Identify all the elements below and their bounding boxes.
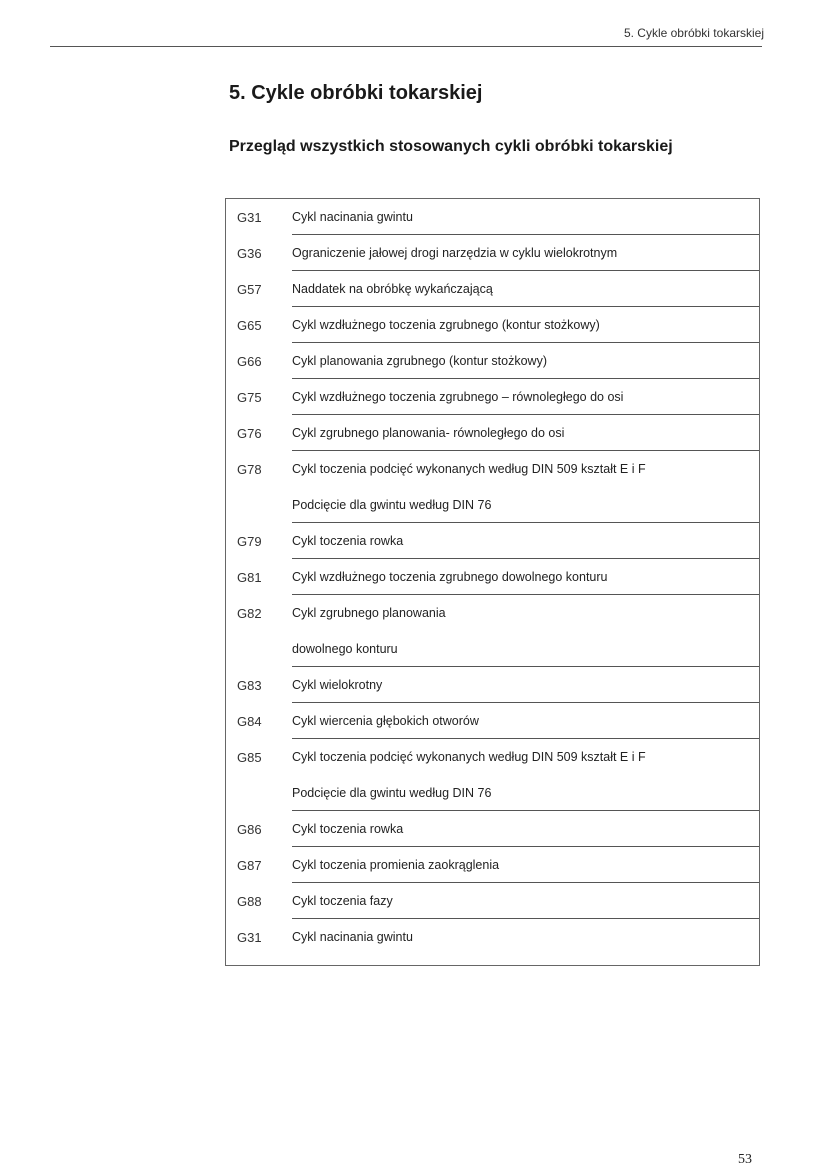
table-row <box>226 595 759 631</box>
cycle-description: Cykl zgrubnego planowania- równoległego do osi <box>292 426 565 440</box>
running-header: 5. Cykle obróbki tokarskiej <box>623 26 764 40</box>
cycle-description: Cykl wzdłużnego toczenia zgrubnego dowolnego konturu <box>292 570 608 584</box>
cycle-code: G86 <box>237 821 262 837</box>
cycle-description: Cykl planowania zgrubnego (kontur stożkowy) <box>292 354 547 368</box>
table-row <box>226 739 759 775</box>
cycle-code: G87 <box>237 857 262 873</box>
cycle-code: G57 <box>237 281 262 297</box>
cycle-code: G85 <box>237 749 262 765</box>
cycle-description: Cykl zgrubnego planowania <box>292 606 446 620</box>
cycle-code: G66 <box>237 353 262 369</box>
page-number: 53 <box>738 1152 752 1167</box>
cycle-description: Cykl wiercenia głębokich otworów <box>292 714 479 728</box>
cycle-description: Cykl wielokrotny <box>292 678 383 692</box>
table-row <box>226 667 759 703</box>
table-row-continuation <box>226 631 759 667</box>
table-row-continuation <box>226 775 759 811</box>
cycle-description: dowolnego konturu <box>292 642 398 656</box>
cycle-description: Cykl toczenia rowka <box>292 534 404 548</box>
cycle-code: G81 <box>237 569 262 585</box>
table-row <box>226 415 759 451</box>
cycle-code: G78 <box>237 461 262 477</box>
cycle-code: G83 <box>237 677 262 693</box>
cycle-description: Cykl toczenia promienia zaokrąglenia <box>292 858 500 872</box>
table-row <box>226 451 759 487</box>
cycle-code: G65 <box>237 317 262 333</box>
cycle-description: Cykl toczenia fazy <box>292 894 393 908</box>
cycle-description: Podcięcie dla gwintu według DIN 76 <box>292 498 492 512</box>
cycle-code: G31 <box>237 929 262 945</box>
section-title: Przegląd wszystkich stosowanych cykli obróbki tokarskiej <box>229 138 673 155</box>
table-row-continuation <box>226 487 759 523</box>
cycle-description: Cykl nacinania gwintu <box>292 210 413 224</box>
table-row <box>226 883 759 919</box>
cycle-code: G82 <box>237 605 262 621</box>
cycle-code: G88 <box>237 893 262 909</box>
cycle-description: Cykl wzdłużnego toczenia zgrubnego – równoległego do osi <box>292 390 624 404</box>
cycle-table <box>225 198 760 966</box>
cycle-description: Podcięcie dla gwintu według DIN 76 <box>292 786 492 800</box>
cycle-description: Cykl toczenia rowka <box>292 822 404 836</box>
table-row <box>226 199 759 235</box>
table-row <box>226 811 759 847</box>
cycle-description: Ograniczenie jałowej drogi narzędzia w cyklu wielokrotnym <box>292 246 618 260</box>
table-row <box>226 847 759 883</box>
cycle-code: G36 <box>237 245 262 261</box>
table-row <box>226 235 759 271</box>
cycle-code: G79 <box>237 533 262 549</box>
table-row <box>226 523 759 559</box>
cycle-description: Naddatek na obróbkę wykańczającą <box>292 282 493 296</box>
table-row <box>226 307 759 343</box>
table-row <box>226 343 759 379</box>
table-row <box>226 919 759 955</box>
table-row <box>226 379 759 415</box>
header-rule <box>50 46 762 47</box>
table-row <box>226 703 759 739</box>
cycle-description: Cykl wzdłużnego toczenia zgrubnego (kontur stożkowy) <box>292 318 600 332</box>
cycle-code: G31 <box>237 209 262 225</box>
cycle-description: Cykl toczenia podcięć wykonanych według DIN 509 kształt E i F <box>292 750 646 764</box>
cycle-description: Cykl toczenia podcięć wykonanych według DIN 509 kształt E i F <box>292 462 646 476</box>
cycle-code: G75 <box>237 389 262 405</box>
cycle-description: Cykl nacinania gwintu <box>292 930 413 944</box>
cycle-code: G76 <box>237 425 262 441</box>
chapter-title: 5. Cykle obróbki tokarskiej <box>229 82 483 104</box>
cycle-code: G84 <box>237 713 262 729</box>
table-row <box>226 559 759 595</box>
table-row <box>226 271 759 307</box>
